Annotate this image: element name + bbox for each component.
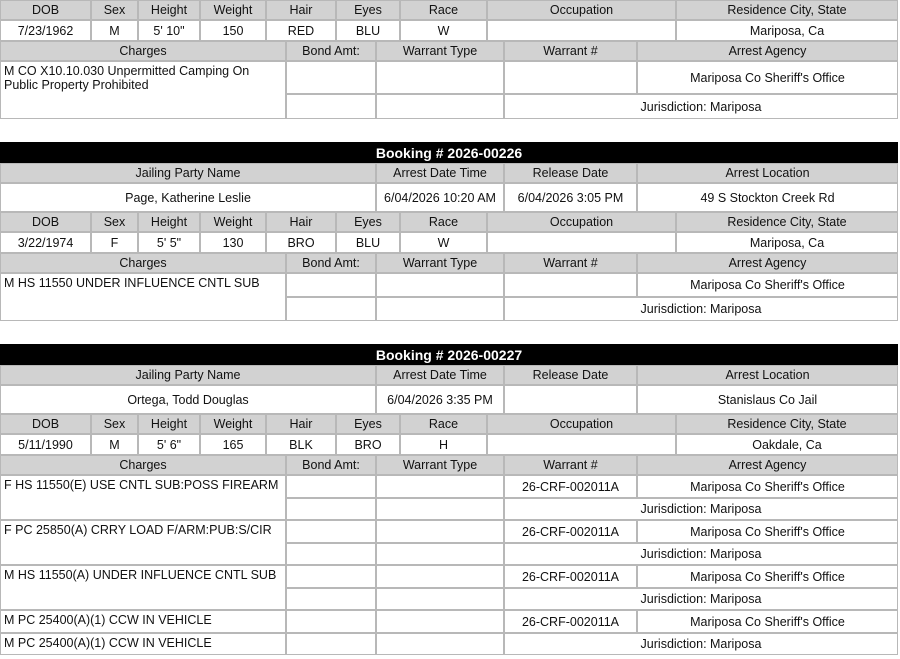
arrest-location-header: Arrest Location	[637, 365, 898, 385]
charge-row	[0, 520, 898, 565]
charge-row	[0, 565, 898, 610]
warrant-type-value	[376, 520, 504, 543]
warrant-type-value	[376, 273, 504, 297]
jurisdiction-value: Jurisdiction: Mariposa	[504, 543, 898, 565]
warrant-type-value	[376, 61, 504, 94]
jurisdiction-value: Jurisdiction: Mariposa	[504, 633, 898, 655]
hair-header: Hair	[266, 212, 336, 232]
physical-header-row	[0, 212, 898, 232]
charges-header-row	[0, 41, 898, 61]
arrest-agency-value: Mariposa Co Sheriff's Office	[637, 273, 898, 297]
physical-header-row	[0, 414, 898, 434]
weight-header: Weight	[200, 212, 266, 232]
booking-title: Booking # 2026-00226	[0, 142, 898, 163]
warrant-number-value: 26-CRF-002011A	[504, 610, 637, 633]
bond-value	[286, 610, 376, 633]
eyes-header: Eyes	[336, 212, 400, 232]
jurisdiction-value: Jurisdiction: Mariposa	[504, 297, 898, 321]
dob-header: DOB	[0, 212, 91, 232]
charge-row	[0, 61, 898, 119]
dob-value: 7/23/1962	[0, 20, 91, 41]
bond-value	[286, 475, 376, 498]
warrant-type-spacer	[376, 588, 504, 610]
warrant-number-value	[504, 61, 637, 94]
warrant-number-value	[504, 273, 637, 297]
jurisdiction-value: Jurisdiction: Mariposa	[504, 94, 898, 119]
bond-spacer	[286, 588, 376, 610]
race-value: H	[400, 434, 487, 455]
eyes-header: Eyes	[336, 0, 400, 20]
dob-header: DOB	[0, 0, 91, 20]
residence-header: Residence City, State	[676, 212, 898, 232]
arrest-date-value: 6/04/2026 10:20 AM	[376, 183, 504, 212]
hair-header: Hair	[266, 0, 336, 20]
arrest-date-value: 6/04/2026 3:35 PM	[376, 385, 504, 414]
occupation-header: Occupation	[487, 212, 676, 232]
charge-text: M CO X10.10.030 Unpermitted Camping On Public Property Prohibited	[0, 61, 286, 119]
warrant-number-header: Warrant #	[504, 253, 637, 273]
arrest-agency-value: Mariposa Co Sheriff's Office	[637, 520, 898, 543]
physical-header-row	[0, 0, 898, 20]
bond-value	[286, 520, 376, 543]
height-value: 5' 6"	[138, 434, 200, 455]
jurisdiction-value: Jurisdiction: Mariposa	[504, 588, 898, 610]
bond-value	[286, 61, 376, 94]
jailing-party-name: Ortega, Todd Douglas	[0, 385, 376, 414]
charges-header-row	[0, 455, 898, 475]
arrest-agency-header: Arrest Agency	[637, 41, 898, 61]
warrant-number-value: 26-CRF-002011A	[504, 565, 637, 588]
charge-text-continued: M PC 25400(A)(1) CCW IN VEHICLE	[0, 633, 286, 655]
bond-header: Bond Amt:	[286, 41, 376, 61]
residence-header: Residence City, State	[676, 0, 898, 20]
charges-header: Charges	[0, 41, 286, 61]
charge-text: M HS 11550 UNDER INFLUENCE CNTL SUB	[0, 273, 286, 321]
jailing-party-header: Jailing Party Name	[0, 365, 376, 385]
hair-value: BLK	[266, 434, 336, 455]
race-header: Race	[400, 212, 487, 232]
arrest-location-value: Stanislaus Co Jail	[637, 385, 898, 414]
charge-row	[0, 610, 898, 655]
sex-value: M	[91, 20, 138, 41]
arrest-date-header: Arrest Date Time	[376, 365, 504, 385]
warrant-type-header: Warrant Type	[376, 41, 504, 61]
occupation-value	[487, 20, 676, 41]
booking-value-row	[0, 183, 898, 212]
race-value: W	[400, 232, 487, 253]
occupation-header: Occupation	[487, 414, 676, 434]
bond-value	[286, 565, 376, 588]
weight-header: Weight	[200, 0, 266, 20]
charge-text: M PC 25400(A)(1) CCW IN VEHICLE	[0, 610, 286, 633]
charge-row	[0, 475, 898, 520]
arrest-agency-value: Mariposa Co Sheriff's Office	[637, 61, 898, 94]
arrest-agency-header: Arrest Agency	[637, 253, 898, 273]
height-header: Height	[138, 0, 200, 20]
dob-header: DOB	[0, 414, 91, 434]
warrant-type-value	[376, 565, 504, 588]
residence-header: Residence City, State	[676, 414, 898, 434]
jurisdiction-value: Jurisdiction: Mariposa	[504, 498, 898, 520]
weight-value: 165	[200, 434, 266, 455]
warrant-type-value	[376, 610, 504, 633]
charges-header: Charges	[0, 253, 286, 273]
bond-value	[286, 273, 376, 297]
bond-header: Bond Amt:	[286, 253, 376, 273]
charge-text: M HS 11550(A) UNDER INFLUENCE CNTL SUB	[0, 565, 286, 610]
bond-spacer	[286, 543, 376, 565]
race-header: Race	[400, 414, 487, 434]
race-value: W	[400, 20, 487, 41]
bond-spacer	[286, 94, 376, 119]
weight-value: 130	[200, 232, 266, 253]
bond-spacer	[286, 498, 376, 520]
charges-header-row	[0, 253, 898, 273]
release-date-value	[504, 385, 637, 414]
height-header: Height	[138, 212, 200, 232]
bond-spacer	[286, 633, 376, 655]
physical-value-row	[0, 20, 898, 41]
booking-header-row	[0, 163, 898, 183]
arrest-date-header: Arrest Date Time	[376, 163, 504, 183]
arrest-agency-header: Arrest Agency	[637, 455, 898, 475]
warrant-type-header: Warrant Type	[376, 455, 504, 475]
hair-value: RED	[266, 20, 336, 41]
sex-header: Sex	[91, 212, 138, 232]
eyes-header: Eyes	[336, 414, 400, 434]
sex-value: M	[91, 434, 138, 455]
hair-header: Hair	[266, 414, 336, 434]
bond-header: Bond Amt:	[286, 455, 376, 475]
physical-value-row	[0, 434, 898, 455]
charge-text: F PC 25850(A) CRRY LOAD F/ARM:PUB:S/CIR	[0, 520, 286, 565]
warrant-type-spacer	[376, 94, 504, 119]
sex-value: F	[91, 232, 138, 253]
dob-value: 5/11/1990	[0, 434, 91, 455]
arrest-location-header: Arrest Location	[637, 163, 898, 183]
arrest-location-value: 49 S Stockton Creek Rd	[637, 183, 898, 212]
arrest-agency-value: Mariposa Co Sheriff's Office	[637, 610, 898, 633]
occupation-value	[487, 434, 676, 455]
height-value: 5' 5"	[138, 232, 200, 253]
height-header: Height	[138, 414, 200, 434]
eyes-value: BLU	[336, 232, 400, 253]
dob-value: 3/22/1974	[0, 232, 91, 253]
residence-value: Mariposa, Ca	[676, 232, 898, 253]
jailing-party-name: Page, Katherine Leslie	[0, 183, 376, 212]
weight-header: Weight	[200, 414, 266, 434]
sex-header: Sex	[91, 414, 138, 434]
race-header: Race	[400, 0, 487, 20]
height-value: 5' 10"	[138, 20, 200, 41]
warrant-number-header: Warrant #	[504, 41, 637, 61]
weight-value: 150	[200, 20, 266, 41]
booking-header-row	[0, 365, 898, 385]
release-date-value: 6/04/2026 3:05 PM	[504, 183, 637, 212]
warrant-number-value: 26-CRF-002011A	[504, 520, 637, 543]
release-date-header: Release Date	[504, 163, 637, 183]
charge-row	[0, 273, 898, 321]
charges-header: Charges	[0, 455, 286, 475]
warrant-type-header: Warrant Type	[376, 253, 504, 273]
residence-value: Oakdale, Ca	[676, 434, 898, 455]
arrest-agency-value: Mariposa Co Sheriff's Office	[637, 565, 898, 588]
warrant-type-spacer	[376, 498, 504, 520]
warrant-type-spacer	[376, 297, 504, 321]
jailing-party-header: Jailing Party Name	[0, 163, 376, 183]
charge-text: F HS 11550(E) USE CNTL SUB:POSS FIREARM	[0, 475, 286, 520]
physical-value-row	[0, 232, 898, 253]
release-date-header: Release Date	[504, 365, 637, 385]
hair-value: BRO	[266, 232, 336, 253]
warrant-type-value	[376, 475, 504, 498]
arrest-agency-value: Mariposa Co Sheriff's Office	[637, 475, 898, 498]
eyes-value: BLU	[336, 20, 400, 41]
booking-title: Booking # 2026-00227	[0, 344, 898, 365]
sex-header: Sex	[91, 0, 138, 20]
booking-value-row	[0, 385, 898, 414]
residence-value: Mariposa, Ca	[676, 20, 898, 41]
eyes-value: BRO	[336, 434, 400, 455]
warrant-type-spacer	[376, 543, 504, 565]
warrant-number-value: 26-CRF-002011A	[504, 475, 637, 498]
warrant-type-spacer	[376, 633, 504, 655]
warrant-number-header: Warrant #	[504, 455, 637, 475]
occupation-header: Occupation	[487, 0, 676, 20]
occupation-value	[487, 232, 676, 253]
bond-spacer	[286, 297, 376, 321]
